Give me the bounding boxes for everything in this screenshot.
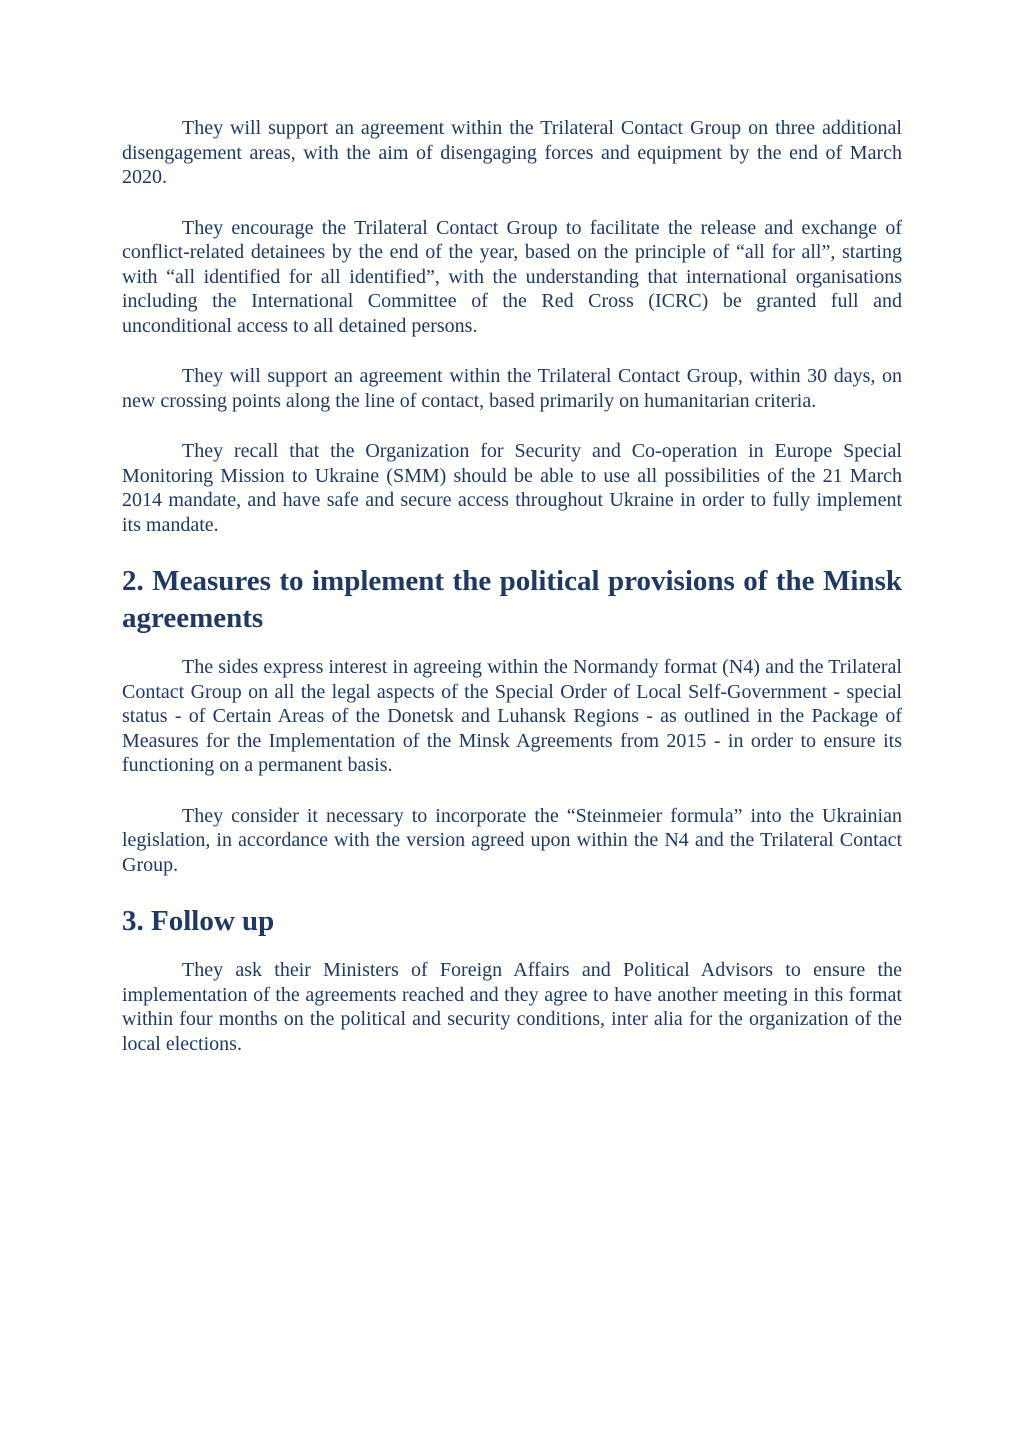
section-heading-political-measures: 2. Measures to implement the political provisions of the Minsk agreements bbox=[122, 565, 902, 634]
paragraph-detainee-exchange: They encourage the Trilateral Contact Group to facilitate the release and exchange of conflict-related detainees by the end of the year, based on the principle of “all for all”, starting with “all identified for all identified”, with the understanding that international organisations including the International Committee of the Red Cross (ICRC) be granted full and unconditional access to all detained persons. bbox=[122, 216, 902, 337]
paragraph-ministers-follow-up: They ask their Ministers of Foreign Affairs and Political Advisors to ensure the implementation of the agreements reached and they agree to have another meeting in this format within four months on the political and security conditions, inter alia for the organization of the local elections. bbox=[122, 959, 902, 1055]
section-heading-follow-up: 3. Follow up bbox=[122, 905, 275, 937]
paragraph-crossing-points: They will support an agreement within the Trilateral Contact Group, within 30 days, on new crossing points along the line of contact, based primarily on humanitarian criteria. bbox=[122, 365, 902, 412]
paragraph-special-status: The sides express interest in agreeing within the Normandy format (N4) and the Trilateral Contact Group on all the legal aspects of the Special Order of Local Self-Government - special status - of Certain Areas of the Donetsk and Luhansk Regions - as outlined in the Package of Measures for the Implementation of the Minsk Agreements from 2015 - in order to ensure its functioning on a permanent basis. bbox=[122, 656, 902, 776]
paragraph-osce-smm-mandate: They recall that the Organization for Security and Co-operation in Europe Special Monitoring Mission to Ukraine (SMM) should be able to use all possibilities of the 21 March 2014 mandate, and have safe and secure access throughout Ukraine in order to fully implement its mandate. bbox=[122, 440, 902, 536]
paragraph-disengagement-areas: They will support an agreement within the Trilateral Contact Group on three additional disengagement areas, with the aim of disengaging forces and equipment by the end of March 2020. bbox=[122, 117, 902, 188]
paragraph-steinmeier-formula: They consider it necessary to incorporate the “Steinmeier formula” into the Ukrainian legislation, in accordance with the version agreed upon within the N4 and the Trilateral Contact Group. bbox=[122, 804, 902, 876]
